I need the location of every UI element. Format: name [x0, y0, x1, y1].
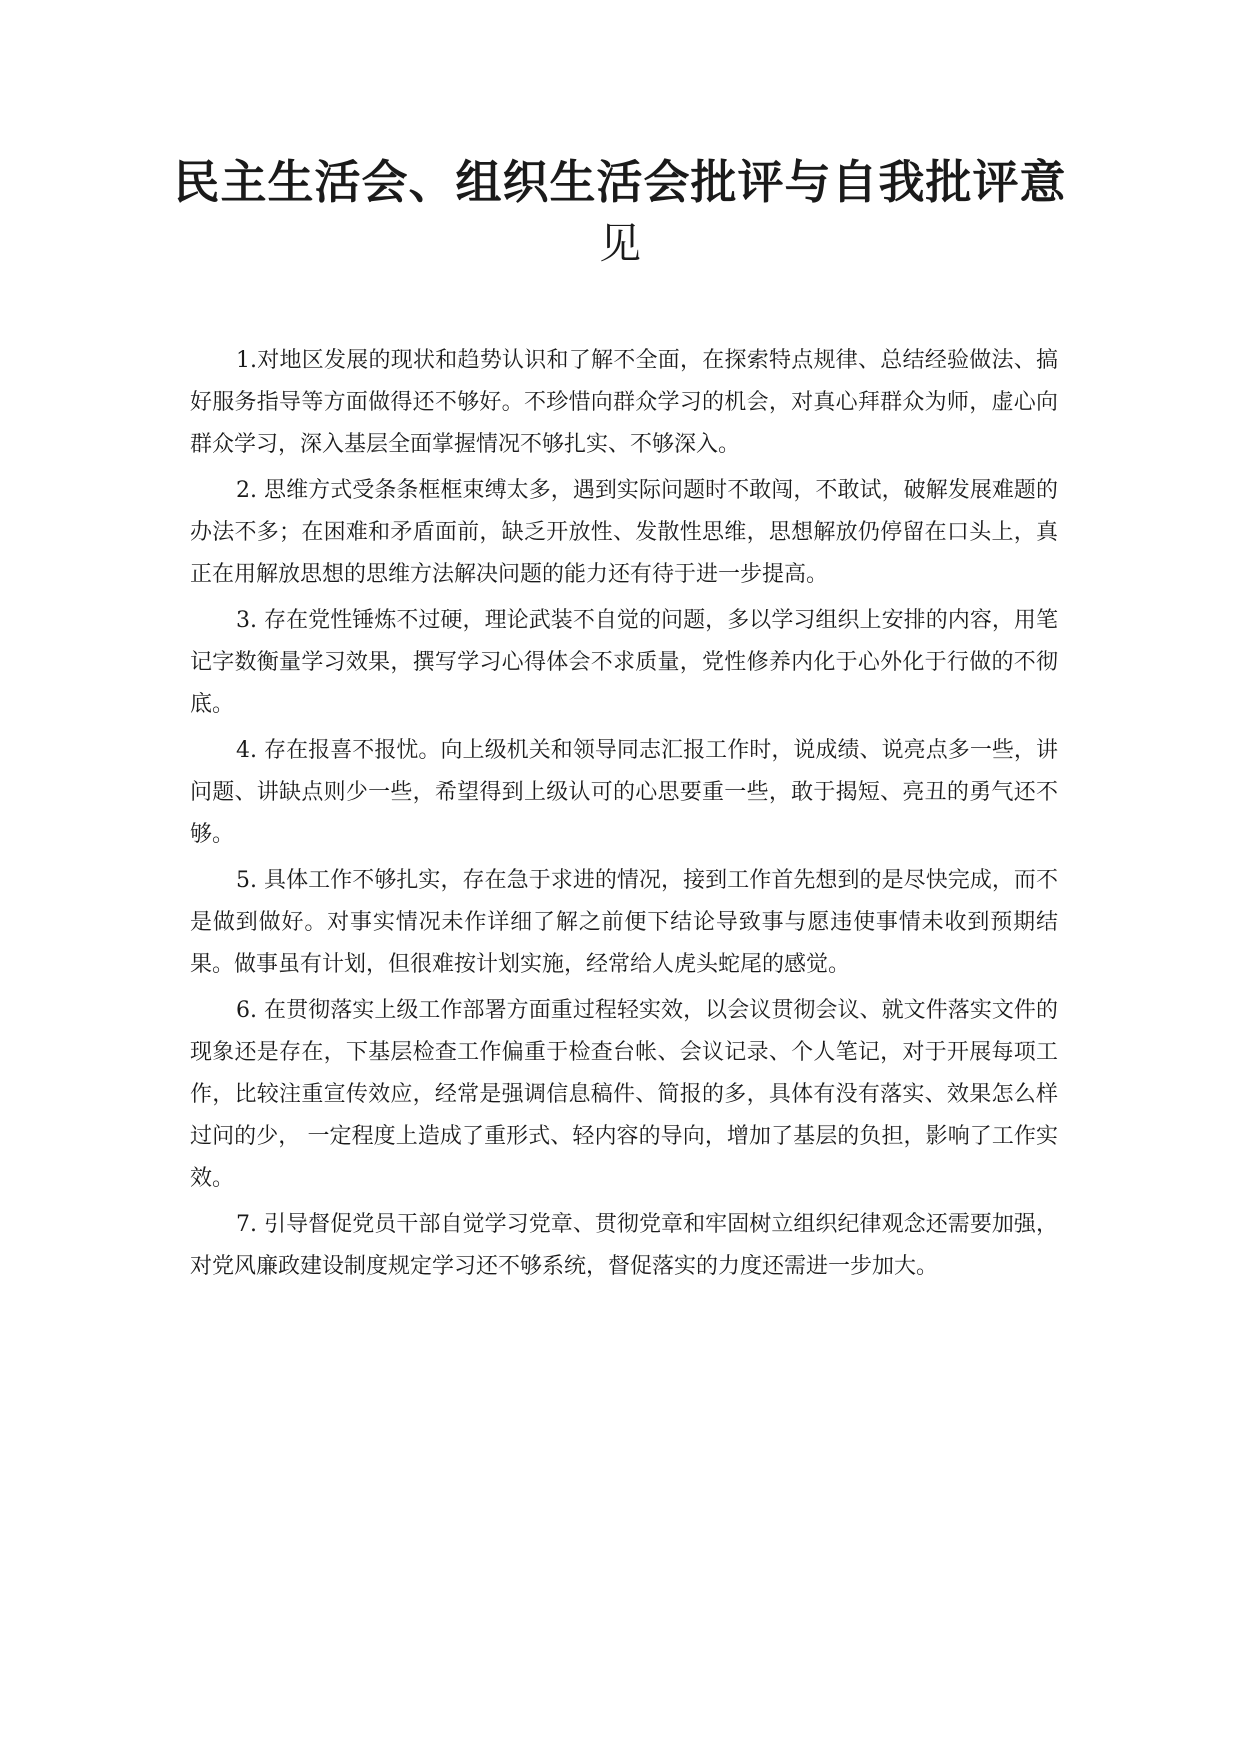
paragraph-4: 4. 存在报喜不报忧。向上级机关和领导同志汇报工作时，说成绩、说亮点多一些，讲问题、讲缺点则少一些，希望得到上级认可的心思要重一些，敢于揭短、亮丑的勇气还不够。 [190, 738, 1058, 847]
title-line-2: 见 [598, 219, 641, 268]
paragraph-7: 7. 引导督促党员干部自觉学习党章、贯彻党章和牢固树立组织纪律观念还需要加强，对党风廉政建设制度规定学习还不够系统，督促落实的力度还需进一步加大。 [190, 1212, 1058, 1279]
paragraph-5: 5. 具体工作不够扎实，存在急于求进的情况，接到工作首先想到的是尽快完成，而不是做到做好。对事实情况未作详细了解之前便下结论导致事与愿违使事情未收到预期结果。做事虽有计划，但很难按计划实施，经常给人虎头蛇尾的感觉。 [190, 868, 1058, 977]
title-line-1: 民主生活会、组织生活会批评与自我批评意 [173, 155, 1067, 209]
paragraph-1: 1.对地区发展的现状和趋势认识和了解不全面，在探索特点规律、总结经验做法、搞好服务指导等方面做得还不够好。不珍惜向群众学习的机会，对真心拜群众为师，虚心向群众学习，深入基层全面掌握情况不够扎实、不够深入。 [190, 348, 1058, 457]
document-title [170, 150, 1070, 274]
paragraph-3: 3. 存在党性锤炼不过硬，理论武装不自觉的问题，多以学习组织上安排的内容，用笔记字数衡量学习效果，撰写学习心得体会不求质量，党性修养内化于心外化于行做的不彻底。 [190, 608, 1058, 717]
paragraph-2: 2. 思维方式受条条框框束缚太多，遇到实际问题时不敢闯，不敢试，破解发展难题的办法不多；在困难和矛盾面前，缺乏开放性、发散性思维，思想解放仍停留在口头上，真正在用解放思想的思维方法解决问题的能力还有待于进一步提高。 [190, 478, 1058, 587]
paragraph-6: 6. 在贯彻落实上级工作部署方面重过程轻实效，以会议贯彻会议、就文件落实文件的现象还是存在，下基层检查工作偏重于检查台帐、会议记录、个人笔记，对于开展每项工作，比较注重宣传效应，经常是强调信息稿件、简报的多，具体有没有落实、效果怎么样过问的少， 一定程度上造成了重形式、轻内容的导向，增加了基层的负担，影响了工作实效。 [190, 998, 1058, 1191]
document-body [190, 340, 1058, 1292]
